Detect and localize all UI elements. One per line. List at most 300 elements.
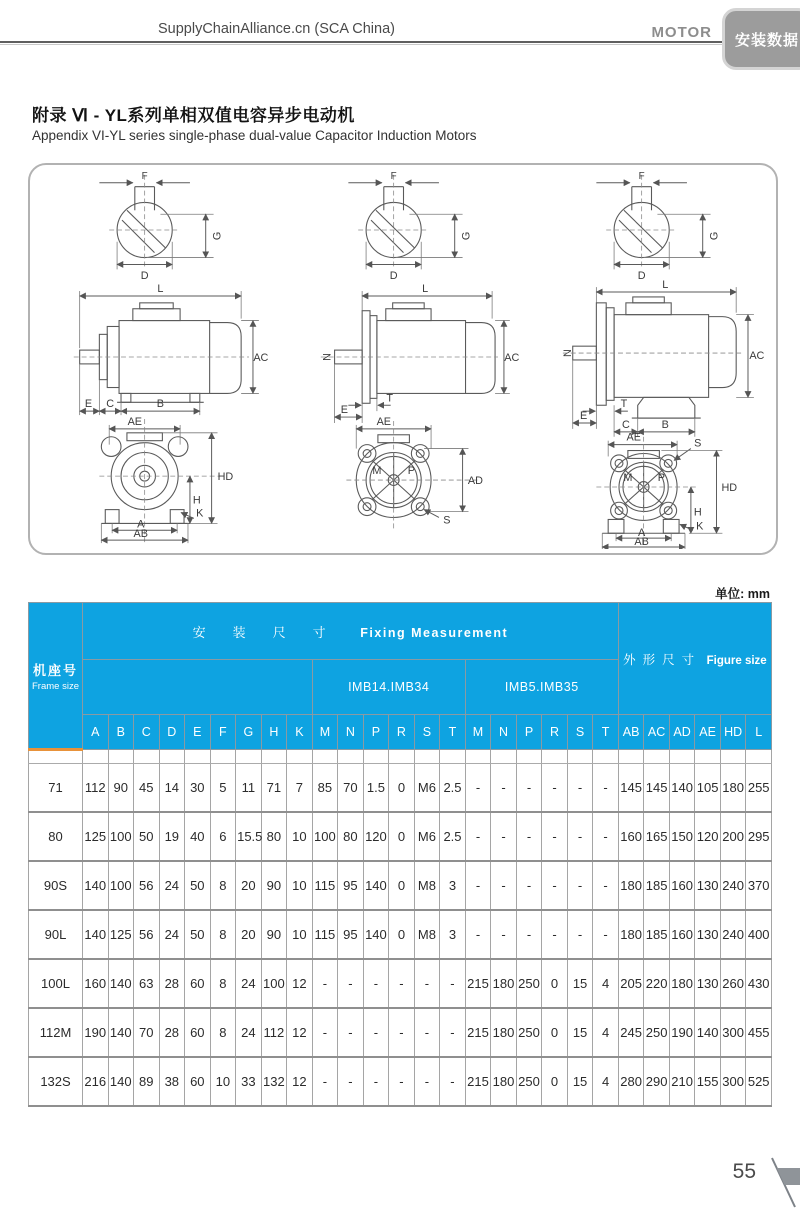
dim-cell: 160 — [83, 959, 109, 1008]
dim-cell: - — [440, 959, 466, 1008]
table-row — [29, 910, 772, 959]
dim-cell: 260 — [720, 959, 746, 1008]
corner-flag-icon — [738, 1112, 800, 1208]
dim-cell: 30 — [185, 764, 211, 813]
column-letter: L — [746, 715, 772, 750]
column-letter: F — [210, 715, 236, 750]
front-view-flange-foot — [596, 432, 737, 549]
dim-cell: - — [338, 1008, 364, 1057]
dim-cell: 85 — [312, 764, 338, 813]
side-view-foot — [74, 283, 269, 415]
column-letter: D — [159, 715, 185, 750]
dim-cell: - — [593, 910, 619, 959]
dim-cell: - — [593, 812, 619, 861]
side-view-flange — [320, 283, 519, 423]
dim-cell: - — [363, 1008, 389, 1057]
dim-cell: - — [567, 861, 593, 910]
dim-cell: 90 — [108, 764, 134, 813]
gap-cell — [389, 750, 415, 764]
shaft-end-view — [348, 171, 472, 282]
dim-cell: 140 — [83, 910, 109, 959]
column-letter: R — [389, 715, 415, 750]
table-row — [29, 764, 772, 813]
dimension-diagrams — [28, 163, 778, 555]
dim-cell: 12 — [287, 1008, 313, 1057]
svg-text:E: E — [579, 410, 588, 423]
dim-cell: - — [491, 861, 517, 910]
dim-cell: 11 — [236, 764, 262, 813]
imb14-group-header: IMB14.IMB34 — [312, 660, 465, 715]
dim-cell: 24 — [236, 1008, 262, 1057]
dim-cell: 300 — [720, 1008, 746, 1057]
dim-cell: 112 — [83, 764, 109, 813]
gap-cell — [618, 750, 644, 764]
dim-cell: 19 — [159, 812, 185, 861]
dim-cell: 10 — [287, 812, 313, 861]
fixing-measurement-header: 安装尺寸 Fixing Measurement — [83, 603, 619, 660]
gap-cell — [542, 750, 568, 764]
dim-cell: 370 — [746, 861, 772, 910]
dim-cell: - — [414, 1057, 440, 1106]
dim-cell: 216 — [83, 1057, 109, 1106]
page-number: 55 — [732, 1160, 756, 1183]
gap-cell — [29, 750, 83, 764]
dim-cell: 28 — [159, 1008, 185, 1057]
gap-cell — [312, 750, 338, 764]
dim-cell: 0 — [389, 764, 415, 813]
dim-cell: 160 — [618, 812, 644, 861]
svg-text:A: A — [638, 527, 646, 540]
dim-cell: 7 — [287, 764, 313, 813]
dim-cell: 4 — [593, 959, 619, 1008]
svg-text:C: C — [621, 418, 630, 431]
blank-header-cell — [83, 660, 313, 715]
svg-text:F: F — [638, 170, 645, 182]
dim-cell: 8 — [210, 959, 236, 1008]
svg-text:G: G — [211, 231, 224, 241]
dim-cell: 45 — [134, 764, 160, 813]
svg-text:D: D — [637, 270, 646, 283]
dim-cell: 140 — [363, 861, 389, 910]
dim-cell: - — [389, 1008, 415, 1057]
svg-text:AB: AB — [634, 536, 649, 549]
svg-text:E: E — [84, 398, 93, 411]
dim-cell: 12 — [287, 959, 313, 1008]
dim-cell: 70 — [338, 764, 364, 813]
dim-cell: 0 — [542, 959, 568, 1008]
gap-cell — [185, 750, 211, 764]
dim-cell: 3 — [440, 861, 466, 910]
header-rule-shadow — [0, 44, 722, 45]
svg-text:AD: AD — [467, 475, 483, 488]
dim-cell: 71 — [261, 764, 287, 813]
dim-cell: 100 — [261, 959, 287, 1008]
gap-row — [29, 750, 772, 764]
column-letter: P — [516, 715, 542, 750]
frame-size-cell: 90L — [29, 910, 83, 959]
column-letter: AD — [669, 715, 695, 750]
dim-cell: 10 — [210, 1057, 236, 1106]
dim-cell: 15 — [567, 959, 593, 1008]
gap-cell — [261, 750, 287, 764]
column-letter: AB — [618, 715, 644, 750]
dim-cell: 250 — [516, 1008, 542, 1057]
dim-cell: 38 — [159, 1057, 185, 1106]
dim-cell: 200 — [720, 812, 746, 861]
dim-cell: 115 — [312, 910, 338, 959]
dim-cell: 140 — [108, 1057, 134, 1106]
column-letter: H — [261, 715, 287, 750]
frame-size-cell: 112M — [29, 1008, 83, 1057]
column-letter: AC — [644, 715, 670, 750]
svg-text:HD: HD — [217, 471, 234, 484]
dim-cell: 240 — [720, 910, 746, 959]
dim-cell: 4 — [593, 1057, 619, 1106]
dim-cell: 56 — [134, 910, 160, 959]
dim-cell: 100 — [312, 812, 338, 861]
dim-cell: - — [516, 861, 542, 910]
dim-cell: - — [338, 959, 364, 1008]
gap-cell — [669, 750, 695, 764]
svg-text:AC: AC — [503, 351, 519, 364]
svg-text:AE: AE — [626, 431, 642, 444]
header-row-1 — [29, 603, 772, 660]
column-letter: HD — [720, 715, 746, 750]
dim-cell: 10 — [287, 861, 313, 910]
dim-cell: 20 — [236, 861, 262, 910]
dim-cell: 185 — [644, 861, 670, 910]
dim-cell: M8 — [414, 861, 440, 910]
dim-cell: - — [312, 1008, 338, 1057]
column-letter: G — [236, 715, 262, 750]
dim-cell: 255 — [746, 764, 772, 813]
dim-cell: 120 — [363, 812, 389, 861]
dim-cell: 115 — [312, 861, 338, 910]
column-letter: T — [593, 715, 619, 750]
front-view-foot — [99, 416, 233, 543]
dim-cell: - — [516, 764, 542, 813]
column-letter: B — [108, 715, 134, 750]
svg-text:B: B — [661, 418, 669, 431]
dim-cell: 12 — [287, 1057, 313, 1106]
dim-cell: 1.5 — [363, 764, 389, 813]
dim-cell: 5 — [210, 764, 236, 813]
table-row — [29, 959, 772, 1008]
dim-cell: 160 — [669, 861, 695, 910]
dim-cell: - — [491, 764, 517, 813]
tab-label: 安装数据 — [734, 31, 799, 49]
dim-cell: M6 — [414, 764, 440, 813]
frame-size-cell: 90S — [29, 861, 83, 910]
column-letter: N — [338, 715, 364, 750]
column-letter: R — [542, 715, 568, 750]
frame-size-cell: 100L — [29, 959, 83, 1008]
dim-cell: 180 — [618, 910, 644, 959]
dim-cell: 180 — [491, 959, 517, 1008]
dim-cell: M6 — [414, 812, 440, 861]
column-letter: K — [287, 715, 313, 750]
svg-text:S: S — [442, 514, 450, 527]
dim-cell: 4 — [593, 1008, 619, 1057]
dim-cell: 60 — [185, 959, 211, 1008]
dim-cell: 130 — [695, 959, 721, 1008]
dim-cell: 90 — [261, 861, 287, 910]
gap-cell — [695, 750, 721, 764]
dim-cell: 140 — [363, 910, 389, 959]
frame-size-header: 机座号 Frame size — [29, 603, 83, 750]
dim-cell: - — [465, 812, 491, 861]
dim-cell: 455 — [746, 1008, 772, 1057]
dim-cell: 50 — [134, 812, 160, 861]
dim-cell: - — [414, 959, 440, 1008]
svg-text:H: H — [693, 506, 702, 519]
dim-cell: 100 — [108, 812, 134, 861]
table-row — [29, 812, 772, 861]
dim-cell: 300 — [720, 1057, 746, 1106]
dim-cell: 6 — [210, 812, 236, 861]
dim-cell: 105 — [695, 764, 721, 813]
dim-cell: 24 — [159, 861, 185, 910]
brand-label: MOTOR — [651, 24, 712, 41]
svg-text:F: F — [390, 170, 397, 182]
dim-cell: 165 — [644, 812, 670, 861]
dim-cell: - — [542, 910, 568, 959]
gap-cell — [465, 750, 491, 764]
svg-text:S: S — [694, 437, 702, 450]
diagram-flange-b14 — [282, 165, 525, 549]
shaft-end-view — [99, 171, 223, 282]
gap-cell — [236, 750, 262, 764]
column-letter: AE — [695, 715, 721, 750]
svg-text:AE: AE — [376, 415, 391, 428]
dim-cell: - — [312, 959, 338, 1008]
gap-cell — [644, 750, 670, 764]
dim-cell: 205 — [618, 959, 644, 1008]
dim-cell: - — [312, 1057, 338, 1106]
dim-cell: 80 — [338, 812, 364, 861]
dim-cell: 245 — [618, 1008, 644, 1057]
table-row — [29, 1008, 772, 1057]
column-letters-row — [29, 715, 772, 750]
dim-cell: - — [542, 764, 568, 813]
column-letter: N — [491, 715, 517, 750]
dim-cell: 0 — [389, 910, 415, 959]
dim-cell: 140 — [108, 959, 134, 1008]
dim-cell: - — [593, 861, 619, 910]
gap-cell — [159, 750, 185, 764]
imb5-group-header: IMB5.IMB35 — [465, 660, 618, 715]
dim-cell: 180 — [491, 1057, 517, 1106]
dim-cell: 28 — [159, 959, 185, 1008]
gap-cell — [593, 750, 619, 764]
dim-cell: 24 — [159, 910, 185, 959]
dim-cell: - — [465, 861, 491, 910]
dim-cell: 130 — [695, 910, 721, 959]
column-letter: E — [185, 715, 211, 750]
svg-text:AB: AB — [133, 528, 148, 541]
dim-cell: 430 — [746, 959, 772, 1008]
dim-cell: 185 — [644, 910, 670, 959]
svg-text:F: F — [141, 170, 148, 182]
dim-cell: 132 — [261, 1057, 287, 1106]
dim-cell: 280 — [618, 1057, 644, 1106]
gap-cell — [108, 750, 134, 764]
gap-cell — [746, 750, 772, 764]
column-letter: M — [312, 715, 338, 750]
dim-cell: - — [440, 1057, 466, 1106]
dim-cell: 190 — [669, 1008, 695, 1057]
dim-cell: 145 — [618, 764, 644, 813]
gap-cell — [363, 750, 389, 764]
unit-label: 单位: mm — [715, 587, 770, 601]
dim-cell: 95 — [338, 861, 364, 910]
svg-text:T: T — [620, 398, 628, 411]
dim-cell: 250 — [516, 959, 542, 1008]
side-view-flange-foot — [562, 279, 765, 437]
diagram-flange-b5 — [530, 165, 773, 549]
dim-cell: 140 — [669, 764, 695, 813]
column-letter: T — [440, 715, 466, 750]
dim-cell: - — [491, 910, 517, 959]
gap-cell — [516, 750, 542, 764]
svg-text:G: G — [459, 231, 472, 241]
dim-cell: 8 — [210, 1008, 236, 1057]
dim-cell: 525 — [746, 1057, 772, 1106]
dim-cell: - — [389, 1057, 415, 1106]
dim-cell: 90 — [261, 910, 287, 959]
dim-cell: 2.5 — [440, 812, 466, 861]
dim-cell: 120 — [695, 812, 721, 861]
column-letter: S — [567, 715, 593, 750]
frame-size-cell: 80 — [29, 812, 83, 861]
dim-cell: 20 — [236, 910, 262, 959]
gap-cell — [491, 750, 517, 764]
dim-cell: 240 — [720, 861, 746, 910]
dim-cell: - — [465, 910, 491, 959]
dim-cell: - — [389, 959, 415, 1008]
dim-cell: 60 — [185, 1008, 211, 1057]
dim-cell: 220 — [644, 959, 670, 1008]
dim-cell: 150 — [669, 812, 695, 861]
dim-cell: M8 — [414, 910, 440, 959]
svg-text:AE: AE — [127, 415, 143, 428]
dim-cell: 180 — [618, 861, 644, 910]
svg-text:D: D — [389, 270, 398, 283]
dim-cell: 14 — [159, 764, 185, 813]
dim-cell: 8 — [210, 910, 236, 959]
frame-size-cell: 71 — [29, 764, 83, 813]
dim-cell: 0 — [389, 812, 415, 861]
svg-text:AC: AC — [749, 349, 765, 362]
svg-text:K: K — [696, 520, 704, 533]
dim-cell: 125 — [83, 812, 109, 861]
svg-text:G: G — [708, 231, 721, 241]
column-letter: C — [134, 715, 160, 750]
svg-text:L: L — [157, 283, 164, 296]
page-title-zh: 附录 Ⅵ - YL系列单相双值电容异步电动机 — [32, 106, 355, 125]
frame-size-cell: 132S — [29, 1057, 83, 1106]
dim-cell: - — [593, 764, 619, 813]
dim-cell: 155 — [695, 1057, 721, 1106]
dim-cell: 95 — [338, 910, 364, 959]
dim-cell: 145 — [644, 764, 670, 813]
dim-cell: 15 — [567, 1057, 593, 1106]
dim-cell: 140 — [83, 861, 109, 910]
svg-text:D: D — [140, 270, 149, 283]
svg-text:AC: AC — [253, 351, 269, 364]
gap-cell — [83, 750, 109, 764]
dim-cell: - — [567, 812, 593, 861]
dim-cell: 290 — [644, 1057, 670, 1106]
dim-cell: 50 — [185, 861, 211, 910]
tab-installation-data[interactable] — [722, 8, 800, 70]
page-title-en: Appendix VI-YL series single-phase dual-value Capacitor Induction Motors — [32, 128, 477, 143]
gap-cell — [287, 750, 313, 764]
dim-cell: 89 — [134, 1057, 160, 1106]
dim-cell: 100 — [108, 861, 134, 910]
dim-cell: 3 — [440, 910, 466, 959]
dim-cell: - — [363, 959, 389, 1008]
dim-cell: 215 — [465, 959, 491, 1008]
dim-cell: 15 — [567, 1008, 593, 1057]
dim-cell: - — [363, 1057, 389, 1106]
dim-cell: - — [414, 1008, 440, 1057]
dim-cell: 180 — [720, 764, 746, 813]
gap-cell — [134, 750, 160, 764]
gap-cell — [567, 750, 593, 764]
dim-cell: 180 — [491, 1008, 517, 1057]
dim-cell: 295 — [746, 812, 772, 861]
dim-cell: 210 — [669, 1057, 695, 1106]
dim-cell: - — [567, 910, 593, 959]
svg-text:HD: HD — [721, 481, 738, 494]
dimension-table — [28, 602, 772, 1107]
front-view-flange — [346, 416, 483, 531]
dim-cell: 130 — [695, 861, 721, 910]
dim-cell: - — [338, 1057, 364, 1106]
dim-cell: 24 — [236, 959, 262, 1008]
dim-cell: 56 — [134, 861, 160, 910]
dim-cell: - — [542, 861, 568, 910]
svg-text:K: K — [196, 507, 204, 520]
svg-text:N: N — [321, 353, 334, 361]
dim-cell: 0 — [542, 1057, 568, 1106]
dim-cell: 190 — [83, 1008, 109, 1057]
shaft-end-view — [596, 171, 720, 282]
dim-cell: 140 — [695, 1008, 721, 1057]
svg-text:H: H — [192, 494, 201, 507]
dim-cell: 40 — [185, 812, 211, 861]
column-letter: A — [83, 715, 109, 750]
dim-cell: 250 — [516, 1057, 542, 1106]
svg-text:P: P — [407, 465, 415, 478]
dim-cell: - — [465, 764, 491, 813]
dim-cell: - — [491, 812, 517, 861]
table-row — [29, 1057, 772, 1106]
svg-text:P: P — [657, 472, 665, 485]
column-letter: S — [414, 715, 440, 750]
svg-text:A: A — [137, 518, 145, 531]
dim-cell: 63 — [134, 959, 160, 1008]
dim-cell: 112 — [261, 1008, 287, 1057]
dim-cell: 15.5 — [236, 812, 262, 861]
dim-cell: 80 — [261, 812, 287, 861]
column-letter: M — [465, 715, 491, 750]
svg-text:L: L — [421, 283, 428, 296]
dim-cell: 160 — [669, 910, 695, 959]
dim-cell: 60 — [185, 1057, 211, 1106]
figure-size-header: 外形尺寸 Figure size — [618, 603, 771, 715]
